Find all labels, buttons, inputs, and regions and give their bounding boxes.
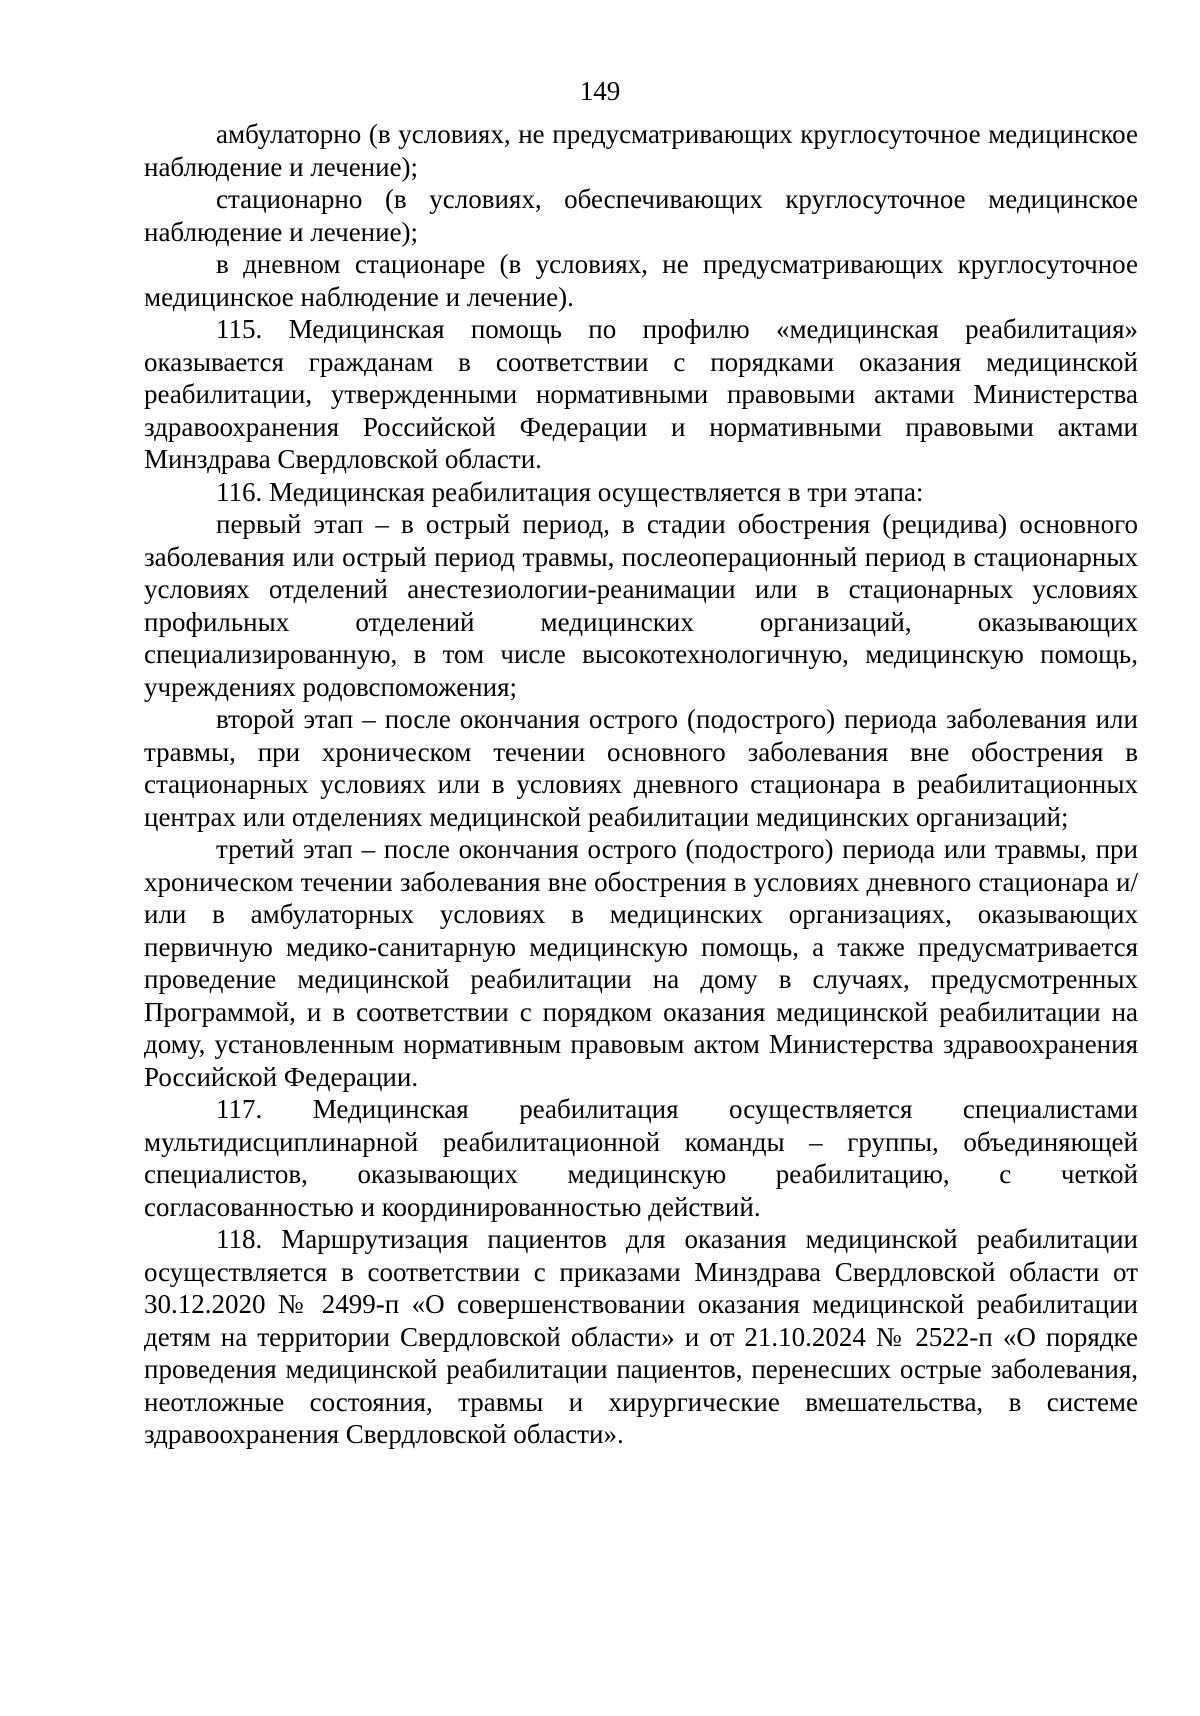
paragraph-day-hospital: в дневном стационаре (в условиях, не предусматривающих круглосуточное медицинское наблюдение и лечение). [144,249,1138,312]
paragraph-outpatient: амбулаторно (в условиях, не предусматривающих круглосуточное медицинское наблюдение и лечение); [144,119,1138,182]
paragraph-115: 115. Медицинская помощь по профилю «медицинская реабилитация» оказывается гражданам в соответствии с порядками оказания медицинской реабилитации, утвержденными нормативными правовыми актами Министерства здравоохранения Российской Федерации и нормативными правовыми актами Минздрава Свердловской области. [144,314,1138,474]
paragraph-inpatient: стационарно (в условиях, обеспечивающих круглосуточное медицинское наблюдение и лечение); [144,184,1138,247]
paragraph-117: 117. Медицинская реабилитация осуществляется специалистами мультидисциплинарной реабилитационной команды – группы, объединяющей специалистов, оказывающих медицинскую реабилитацию, с четкой согласованностью и координированностью действий. [144,1094,1138,1222]
page-number: 149 [579,76,621,106]
document-body [144,118,1138,1451]
paragraph-stage-2: второй этап – после окончания острого (подострого) периода заболевания или травмы, при хроническом течении основного заболевания вне обострения в стационарных условиях или в условиях дневного стационара в реабилитационных центрах или отделениях медицинской реабилитации медицинских организаций; [144,704,1138,832]
paragraph-118: 118. Маршрутизация пациентов для оказания медицинской реабилитации осуществляется в соответствии с приказами Минздрава Свердловской области от 30.12.2020 № 2499-п «О совершенствовании оказания медицинской реабилитации детям на территории Свердловской области» и от 21.10.2024 № 2522-п «О порядке проведения медицинской реабилитации пациентов, перенесших острые заболевания, неотложные состояния, травмы и хирургические вмешательства, в системе здравоохранения Свердловской области». [144,1224,1138,1449]
paragraph-stage-1: первый этап – в острый период, в стадии обострения (рецидива) основного заболевания или острый период травмы, послеоперационный период в стационарных условиях отделений анестезиологии-реанимации или в стационарных условиях профильных отделений медицинских организаций, оказывающих специализированную, в том числе высокотехнологичную, медицинскую помощь, учреждениях родовспоможения; [144,509,1138,702]
paragraph-stage-3: третий этап – после окончания острого (подострого) периода или травмы, при хроническом течении заболевания вне обострения в условиях дневного стационара и/или в амбулаторных условиях в медицинских организациях, оказывающих первичную медико-санитарную медицинскую помощь, а также предусматривается проведение медицинской реабилитации на дому в случаях, предусмотренных Программой, и в соответствии с порядком оказания медицинской реабилитации на дому, установленным нормативным правовым актом Министерства здравоохранения Российской Федерации. [144,834,1138,1092]
paragraph-116: 116. Медицинская реабилитация осуществляется в три этапа: [216,476,924,507]
